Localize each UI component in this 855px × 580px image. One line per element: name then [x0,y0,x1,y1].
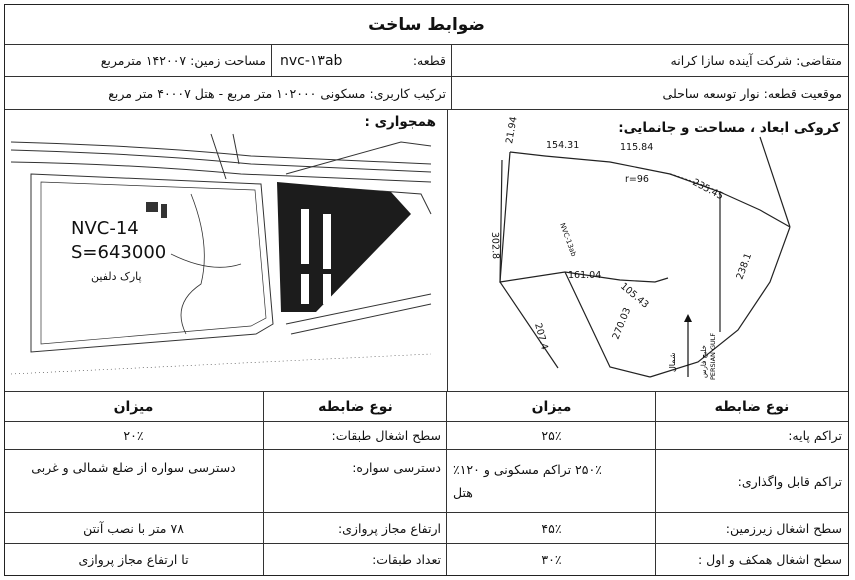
parcel-value: nvc-۱۳ab [280,52,343,69]
dim-label: 270.03 [610,306,634,342]
table-row [5,544,848,575]
park-label: پارک دلفین [91,270,142,283]
rule-value: ۴۵٪ [541,520,562,536]
dim-label: 302.8 [489,231,501,260]
dim-label: 238.1 [734,251,755,282]
rule-label: سطح اشغال طبقات: [331,428,441,443]
neighbor-parcel-name: NVC-14 [71,218,139,239]
rule-value: ۲۵۰٪ تراکم مسکونی و ۱۲۰٪ [453,462,602,477]
rule-value-cont: هتل [453,485,473,500]
usage-cell [3,77,452,109]
header-rule-type: نوع ضابطه [318,398,393,415]
dim-label: r=96 [625,174,649,185]
area-label: مساحت زمین: [190,53,266,68]
rule-label: سطح اشغال همکف و اول : [697,552,842,567]
dim-label: 154.31 [546,140,580,151]
rule-label: تراکم قابل واگذاری: [737,473,842,489]
gulf-label-en: PERSIAN GULF [709,332,717,380]
info-row-1 [5,45,848,77]
rule-value: دسترسی سواره از ضلع شمالی و غربی [31,460,236,475]
title-row [5,5,848,45]
applicant-label: متقاضی: [796,53,842,68]
north-arrow-icon [684,314,692,377]
area-cell [3,45,272,76]
area-value: ۱۴۲۰۰۷ مترمربع [100,53,187,68]
table-header-row [5,392,848,422]
gulf-label: خلیج فارس [700,345,708,378]
parcel-cell [272,45,452,76]
page-title: ضوابط ساخت [368,14,485,35]
applicant-value: شرکت آینده سازا کرانه [670,53,793,68]
location-cell [452,77,848,109]
neighborhood-map [11,134,431,388]
rule-label: ارتفاع مجاز پروازی: [337,520,441,536]
north-label: شمال [668,352,677,372]
table-row [5,513,848,544]
location-label: موقعیت قطعه: [763,85,842,101]
neighbor-title: همجواری : [364,114,436,130]
sketch-title: کروکی ابعاد ، مساحت و جانمایی: [618,120,840,136]
parcel-text: NVC-13ab [558,221,578,258]
usage-value: مسکونی ۱۰۲۰۰۰ متر مربع - هتل ۴۰۰۰۷ متر مربع [108,85,366,101]
dim-label: 21.94 [504,115,520,145]
regulations-sheet [4,4,849,576]
dim-label: 235.45 [690,176,726,203]
rule-value: ۷۸ متر با نصب آنتن [83,520,184,536]
dim-label: 207.4 [532,321,550,352]
dim-label: 161.04 [568,270,602,281]
dim-label: 115.84 [620,142,654,153]
rule-value: ۲۰٪ [123,428,144,443]
parcel-label: قطعه: [412,53,446,68]
rule-value: تا ارتفاع مجاز پروازی [78,552,189,567]
neighbor-parcel-area: S=643000 [71,242,167,263]
rule-value: ۲۵٪ [541,428,562,443]
usage-label: ترکیب کاربری: [369,85,446,101]
highlighted-parcel [277,182,411,312]
rule-label: تعداد طبقات: [372,552,441,567]
rule-value: ۳۰٪ [541,552,562,567]
header-rule-type: نوع ضابطه [714,398,790,415]
rule-label: سطح اشغال زیرزمین: [725,520,842,536]
header-amount: میزان [531,398,572,415]
dim-label: 105.43 [618,280,651,311]
rule-label: تراکم پایه: [788,428,842,443]
location-value: نوار توسعه ساحلی [662,85,760,101]
rule-value-multiline [447,450,656,512]
applicant-cell [452,45,848,76]
header-amount: میزان [113,398,154,415]
drawings-row [5,110,848,392]
table-row [5,422,848,450]
rule-label: دسترسی سواره: [352,460,441,475]
info-row-2 [5,77,848,110]
table-row [5,450,848,513]
